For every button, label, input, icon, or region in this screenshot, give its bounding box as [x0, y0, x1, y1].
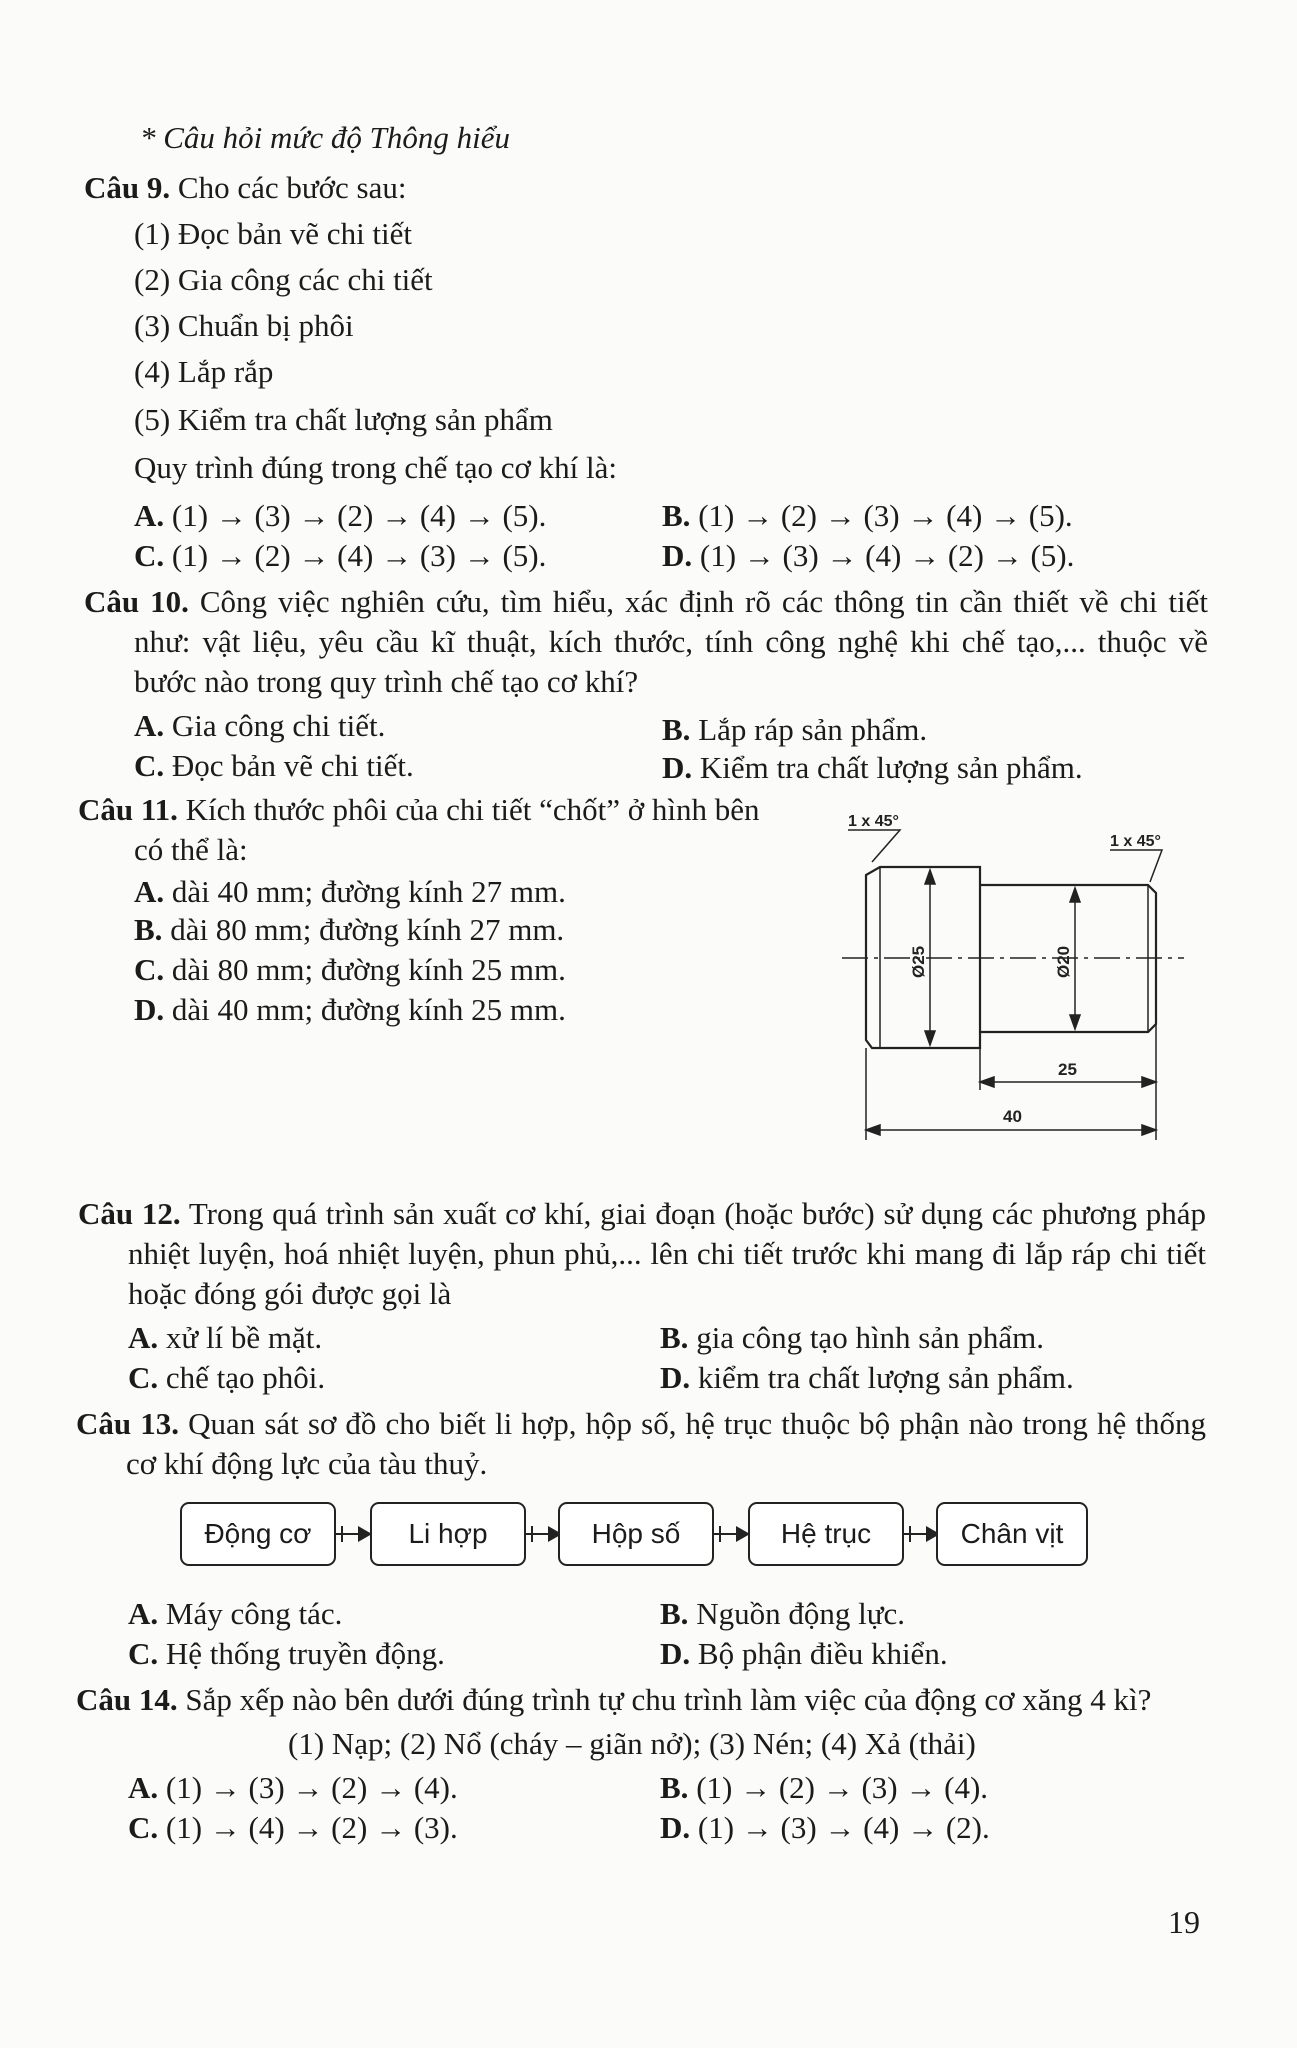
option-text: dài 40 mm; đường kính 25 mm.	[171, 992, 566, 1027]
option-key: A.	[128, 1770, 159, 1805]
question-12-text: Trong quá trình sản xuất cơ khí, giai đoạn (hoặc bước) sử dụng các phương pháp nhiệt luyện, hoá nhiệt luyện, phun phủ,... lên chi tiết trước khi mang đi lắp ráp chi tiết hoặc đóng gói được gọi là	[128, 1196, 1206, 1311]
option-text: (1) → (3) → (4) → (2) → (5).	[699, 538, 1075, 573]
option-key: A.	[128, 1320, 159, 1355]
question-11-label: Câu 11.	[78, 792, 178, 827]
page-number: 19	[1168, 1904, 1200, 1940]
option-key: C.	[134, 748, 165, 783]
chamfer-right-label: 1 x 45°	[1110, 833, 1161, 850]
question-12-stem	[78, 1194, 1206, 1314]
option-key: A.	[134, 708, 165, 743]
option-key: B.	[660, 1770, 689, 1805]
flow-box-engine: Động cơ	[180, 1502, 336, 1566]
option-key: B.	[662, 712, 691, 747]
len-small-label: 25	[1058, 1060, 1077, 1079]
option-text: gia công tạo hình sản phẩm.	[696, 1320, 1044, 1355]
option-key: C.	[128, 1810, 159, 1845]
option-text: Đọc bản vẽ chi tiết.	[171, 748, 414, 783]
option-text: (1) → (2) → (3) → (4) → (5).	[698, 498, 1073, 533]
question-11-option-d[interactable]	[134, 990, 566, 1030]
option-text: (1) → (4) → (2) → (3).	[165, 1810, 458, 1845]
chamfer-left-label: 1 x 45°	[848, 813, 899, 830]
option-text: (1) → (2) → (3) → (4).	[696, 1770, 989, 1805]
question-9-option-d[interactable]	[662, 536, 1074, 576]
question-9-step-3: (3) Chuẩn bị phôi	[134, 308, 354, 343]
question-9-prompt: Quy trình đúng trong chế tạo cơ khí là:	[134, 450, 618, 485]
question-10-label: Câu 10.	[84, 584, 189, 619]
question-11-option-c[interactable]	[134, 950, 566, 990]
option-text: Kiểm tra chất lượng sản phẩm.	[699, 750, 1083, 785]
question-9-step-2: (2) Gia công các chi tiết	[134, 262, 433, 297]
option-text: (1) → (3) → (2) → (4).	[165, 1770, 458, 1805]
option-key: B.	[662, 498, 691, 533]
question-10-text: Công việc nghiên cứu, tìm hiểu, xác định rõ các thông tin cần thiết về chi tiết như: vật liệu, yêu cầu kĩ thuật, kích thước, tính công nghệ khi chế tạo,... thuộc về bước nào trong quy trình chế tạo cơ khí?	[134, 584, 1208, 699]
flow-box-clutch: Li hợp	[370, 1502, 526, 1566]
arrowhead	[925, 1031, 935, 1045]
option-text: kiểm tra chất lượng sản phẩm.	[697, 1360, 1074, 1395]
arrowhead	[1070, 1015, 1080, 1029]
option-text: Lắp ráp sản phẩm.	[698, 712, 928, 747]
question-9-step-4: (4) Lắp rắp	[134, 354, 274, 389]
chamfer-leader-right	[1110, 850, 1162, 882]
question-14-stem	[76, 1680, 1151, 1720]
question-11-option-b[interactable]	[134, 910, 564, 950]
question-10-stem	[84, 582, 1208, 702]
question-13-option-d[interactable]	[660, 1634, 948, 1674]
option-text: Gia công chi tiết.	[171, 708, 386, 743]
arrowhead	[866, 1125, 880, 1135]
option-text: dài 40 mm; đường kính 27 mm.	[171, 874, 566, 909]
question-14-text: Sắp xếp nào bên dưới đúng trình tự chu trình làm việc của động cơ xăng 4 kì?	[185, 1682, 1152, 1717]
question-12-option-a[interactable]	[128, 1318, 322, 1358]
option-text: Bộ phận điều khiển.	[697, 1636, 948, 1671]
option-key: D.	[134, 992, 165, 1027]
option-key: C.	[128, 1360, 159, 1395]
question-10-option-b[interactable]	[662, 710, 927, 750]
question-13-option-a[interactable]	[128, 1594, 342, 1634]
option-text: Máy công tác.	[165, 1596, 343, 1631]
option-key: D.	[660, 1636, 691, 1671]
option-key: A.	[128, 1596, 159, 1631]
option-text: dài 80 mm; đường kính 27 mm.	[170, 912, 565, 947]
question-12-option-b[interactable]	[660, 1318, 1044, 1358]
option-text: chế tạo phôi.	[165, 1360, 326, 1395]
option-key: D.	[662, 750, 693, 785]
option-key: D.	[660, 1360, 691, 1395]
question-14-label: Câu 14.	[76, 1682, 178, 1717]
flow-box-shaft: Hệ trục	[748, 1502, 904, 1566]
option-text: dài 80 mm; đường kính 25 mm.	[171, 952, 566, 987]
question-10-option-d[interactable]	[662, 748, 1083, 788]
question-11-text-2: có thể là:	[134, 832, 248, 867]
arrowhead	[925, 870, 935, 884]
question-9-step-5: (5) Kiểm tra chất lượng sản phẩm	[134, 402, 553, 437]
question-10-option-c[interactable]	[134, 746, 414, 786]
question-14-option-c[interactable]	[128, 1808, 458, 1848]
flow-box-propeller: Chân vịt	[936, 1502, 1088, 1566]
question-13-option-c[interactable]	[128, 1634, 445, 1674]
question-9-option-b[interactable]	[662, 496, 1073, 536]
option-text: (1) → (3) → (2) → (4) → (5).	[171, 498, 547, 533]
option-text: Nguồn động lực.	[696, 1596, 905, 1631]
question-12-label: Câu 12.	[78, 1196, 181, 1231]
option-text: xử lí bề mặt.	[165, 1320, 323, 1355]
option-key: C.	[128, 1636, 159, 1671]
option-key: B.	[134, 912, 163, 947]
option-key: A.	[134, 874, 165, 909]
option-key: B.	[660, 1320, 689, 1355]
option-key: C.	[134, 538, 165, 573]
question-13-option-b[interactable]	[660, 1594, 905, 1634]
dia-small-label: Ø20	[1054, 945, 1073, 978]
question-14-option-a[interactable]	[128, 1768, 458, 1808]
arrowhead	[980, 1077, 994, 1087]
dia-large-label: Ø25	[909, 945, 928, 978]
question-10-option-a[interactable]	[134, 706, 385, 746]
arrowhead	[1070, 888, 1080, 902]
question-14-steps: (1) Nạp; (2) Nổ (cháy – giãn nở); (3) Nén; (4) Xả (thải)	[288, 1726, 976, 1761]
arrowhead	[1142, 1125, 1156, 1135]
option-key: C.	[134, 952, 165, 987]
len-total-label: 40	[1003, 1107, 1022, 1126]
option-text: (1) → (3) → (4) → (2).	[697, 1810, 990, 1845]
option-key: D.	[662, 538, 693, 573]
question-11-stem	[78, 790, 760, 830]
question-9-option-c[interactable]	[134, 536, 546, 576]
option-key: B.	[660, 1596, 689, 1631]
question-13-text: Quan sát sơ đồ cho biết li hợp, hộp số, hệ trục thuộc bộ phận nào trong hệ thống cơ khí động lực của tàu thuỷ.	[126, 1406, 1206, 1481]
question-11-text: Kích thước phôi của chi tiết “chốt” ở hình bên	[185, 792, 760, 827]
question-13-label: Câu 13.	[76, 1406, 179, 1441]
question-9-step-1: (1) Đọc bản vẽ chi tiết	[134, 216, 413, 251]
pin-technical-drawing	[820, 800, 1200, 1150]
question-12-option-d[interactable]	[660, 1358, 1074, 1398]
question-9-stem	[84, 168, 407, 208]
option-key: A.	[134, 498, 165, 533]
option-text: (1) → (2) → (4) → (3) → (5).	[171, 538, 547, 573]
question-9-text: Cho các bước sau:	[177, 170, 407, 205]
question-14-option-b[interactable]	[660, 1768, 988, 1808]
option-text: Hệ thống truyền động.	[165, 1636, 445, 1671]
question-9-option-a[interactable]	[134, 496, 546, 536]
chamfer-leader-left	[848, 830, 900, 862]
question-12-option-c[interactable]	[128, 1358, 325, 1398]
section-heading: * Câu hỏi mức độ Thông hiểu	[140, 120, 510, 155]
flow-box-gearbox: Hộp số	[558, 1502, 714, 1566]
question-9-label: Câu 9.	[84, 170, 171, 205]
question-14-option-d[interactable]	[660, 1808, 990, 1848]
option-key: D.	[660, 1810, 691, 1845]
question-13-stem	[76, 1404, 1206, 1484]
question-11-option-a[interactable]	[134, 872, 566, 912]
arrowhead	[1142, 1077, 1156, 1087]
